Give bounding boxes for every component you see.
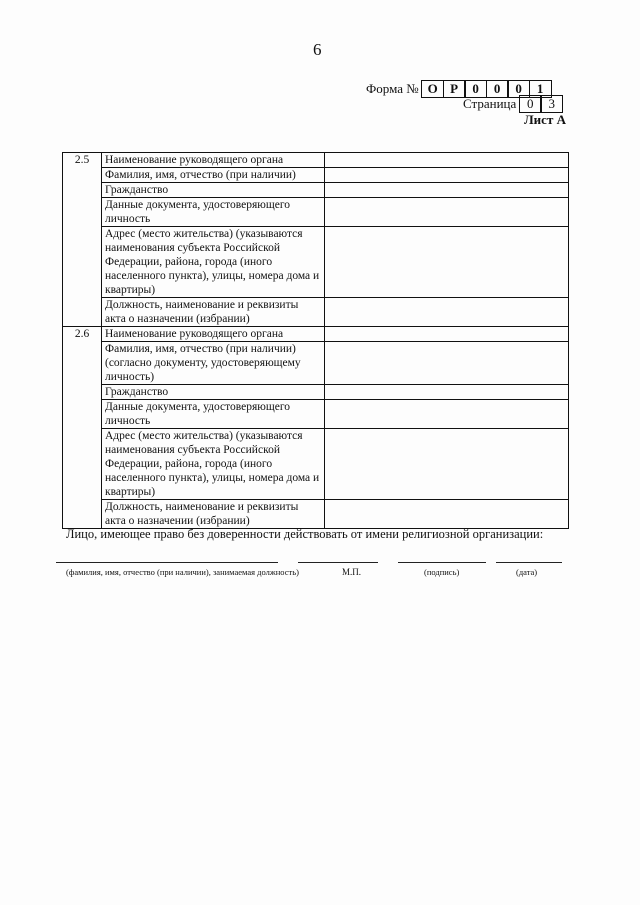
section-number: 2.5 (63, 153, 102, 327)
page-cell: 0 (519, 95, 542, 113)
field-value[interactable] (325, 298, 569, 327)
page-number: 6 (313, 40, 322, 59)
form-code-cell: 0 (507, 80, 530, 98)
field-label: Адрес (место жительства) (указываются наименования субъекта Российской Федерации, района, города (иного населенного пункта), улицы, номера дома и квартиры) (102, 227, 325, 298)
sheet-label: Лист А (524, 112, 566, 127)
field-value[interactable] (325, 429, 569, 500)
field-label: Должность, наименование и реквизиты акта о назначении (избрании) (102, 500, 325, 529)
page-cell: 3 (540, 95, 563, 113)
position-line (298, 562, 378, 563)
form-code-cell: О (421, 80, 444, 98)
field-value[interactable] (325, 183, 569, 198)
section-number: 2.6 (63, 327, 102, 529)
table-row (63, 198, 569, 227)
table-row (63, 153, 569, 168)
field-label: Гражданство (102, 183, 325, 198)
field-label: Наименование руководящего органа (102, 153, 325, 168)
field-value[interactable] (325, 500, 569, 529)
signature-line (398, 562, 486, 563)
page-box (463, 95, 563, 113)
form-label: Форма № (366, 81, 419, 96)
field-value[interactable] (325, 153, 569, 168)
form-code-cell: 0 (464, 80, 487, 98)
page-label: Страница (463, 96, 517, 111)
date-caption: (дата) (516, 567, 538, 577)
table-row (63, 400, 569, 429)
field-label: Фамилия, имя, отчество (при наличии) (102, 168, 325, 183)
table-row (63, 500, 569, 529)
date-line (496, 562, 562, 563)
field-value[interactable] (325, 400, 569, 429)
table-row (63, 227, 569, 298)
signature-caption: (подпись) (424, 567, 460, 577)
form-code-cell: 1 (529, 80, 552, 98)
field-value[interactable] (325, 385, 569, 400)
name-caption: (фамилия, имя, отчество (при наличии), занимаемая должность) (66, 567, 299, 577)
form-table (62, 152, 569, 529)
field-value[interactable] (325, 227, 569, 298)
table-row (63, 168, 569, 183)
table-row (63, 385, 569, 400)
table-row (63, 429, 569, 500)
form-code-cell: Р (443, 80, 466, 98)
field-value[interactable] (325, 168, 569, 183)
field-value[interactable] (325, 327, 569, 342)
field-label: Данные документа, удостоверяющего личность (102, 198, 325, 227)
field-label: Наименование руководящего органа (102, 327, 325, 342)
table-row (63, 183, 569, 198)
table-row (63, 342, 569, 385)
table-row (63, 298, 569, 327)
name-line (56, 562, 278, 563)
field-label: Фамилия, имя, отчество (при наличии) (согласно документу, удостоверяющему личность) (102, 342, 325, 385)
signature-note: Лицо, имеющее право без доверенности действовать от имени религиозной организации: (66, 527, 544, 541)
form-code-cell: 0 (486, 80, 509, 98)
field-label: Должность, наименование и реквизиты акта о назначении (избрании) (102, 298, 325, 327)
field-value[interactable] (325, 342, 569, 385)
table-row (63, 327, 569, 342)
field-label: Адрес (место жительства) (указываются наименования субъекта Российской Федерации, района, города (иного населенного пункта), улицы, номера дома и квартиры) (102, 429, 325, 500)
field-label: Данные документа, удостоверяющего личность (102, 400, 325, 429)
field-value[interactable] (325, 198, 569, 227)
stamp-label: М.П. (342, 567, 362, 577)
field-label: Гражданство (102, 385, 325, 400)
